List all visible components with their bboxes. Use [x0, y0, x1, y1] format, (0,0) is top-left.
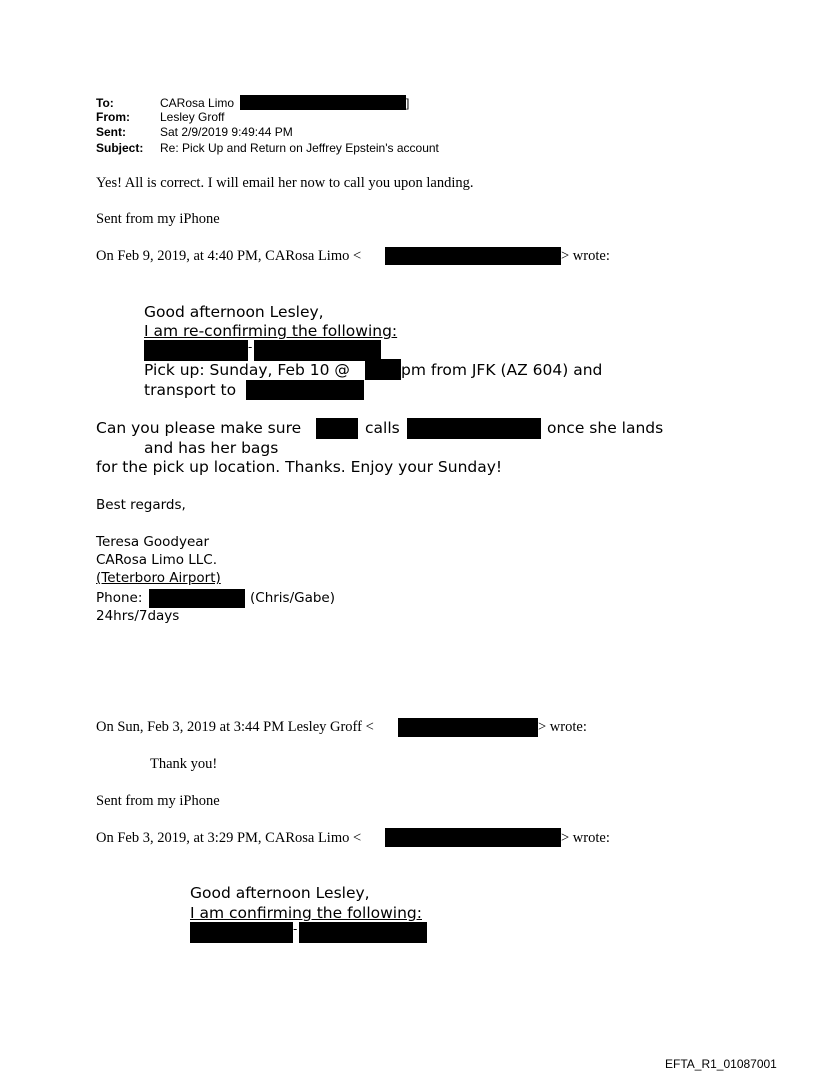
quote-header-end: > wrote: [561, 248, 610, 264]
redaction-block [407, 418, 541, 439]
request-calls: calls [365, 419, 400, 437]
thank-you: Thank you! [150, 756, 218, 772]
redaction-block [254, 340, 381, 361]
iphone-signature: Sent from my iPhone [96, 211, 220, 227]
redaction-block [190, 922, 293, 943]
quote-header: On Feb 9, 2019, at 4:40 PM, CARosa Limo < [96, 248, 362, 264]
iphone-signature-2: Sent from my iPhone [96, 793, 220, 809]
request-line: Can you please make sure [96, 419, 302, 437]
dash-2: - [293, 922, 298, 936]
document-id: EFTA_R1_01087001 [665, 1057, 777, 1071]
redaction-block [316, 418, 358, 439]
to-bracket: ] [406, 96, 410, 110]
request-line-end: once she lands [547, 419, 664, 437]
best-regards: Best regards, [96, 497, 186, 513]
sig-phone-label: Phone: [96, 590, 143, 606]
from-value: Lesley Groff [160, 110, 225, 124]
quoted-confirm-line-2: I am confirming the following: [190, 904, 422, 922]
subject-value: Re: Pick Up and Return on Jeffrey Epstein's account [160, 141, 439, 155]
pickup-line: Pick up: Sunday, Feb 10 @ [144, 361, 350, 379]
sig-hours: 24hrs/7days [96, 608, 180, 624]
redaction-block [149, 589, 245, 608]
quote-header-3-end: > wrote: [561, 830, 610, 846]
sig-name: Teresa Goodyear [96, 534, 210, 550]
sig-phone-note: (Chris/Gabe) [250, 590, 336, 606]
quote-header-2-end: > wrote: [538, 719, 587, 735]
redaction-block [385, 828, 561, 847]
redaction-block [385, 247, 561, 265]
sent-value: Sat 2/9/2019 9:49:44 PM [160, 125, 293, 139]
redaction-block [365, 359, 401, 380]
to-label: To: [96, 96, 114, 110]
to-value: CARosa Limo [160, 96, 235, 110]
quote-header-2: On Sun, Feb 3, 2019 at 3:44 PM Lesley Groff < [96, 719, 374, 735]
quoted-greeting: Good afternoon Lesley, [144, 303, 324, 321]
transport-line: transport to [144, 381, 237, 399]
request-continued: and has her bags [144, 439, 279, 457]
pickup-line-end: pm from JFK (AZ 604) and [401, 361, 603, 379]
quote-header-3: On Feb 3, 2019, at 3:29 PM, CARosa Limo < [96, 830, 362, 846]
quoted-confirm-line: I am re-confirming the following: [144, 322, 398, 340]
sent-label: Sent: [96, 125, 126, 139]
reply-body: Yes! All is correct. I will email her now to call you upon landing. [96, 175, 474, 191]
redaction-block [240, 95, 406, 110]
quoted-greeting-2: Good afternoon Lesley, [190, 884, 370, 902]
redaction-block [144, 340, 248, 361]
redaction-block [246, 380, 364, 400]
from-label: From: [96, 110, 130, 124]
redaction-block [299, 922, 427, 943]
dash: - [248, 340, 253, 354]
sig-company: CARosa Limo LLC. [96, 552, 218, 568]
subject-label: Subject: [96, 141, 144, 155]
sig-location: (Teterboro Airport) [96, 570, 221, 586]
request-final: for the pick up location. Thanks. Enjoy your Sunday! [96, 458, 503, 476]
redaction-block [398, 718, 538, 737]
